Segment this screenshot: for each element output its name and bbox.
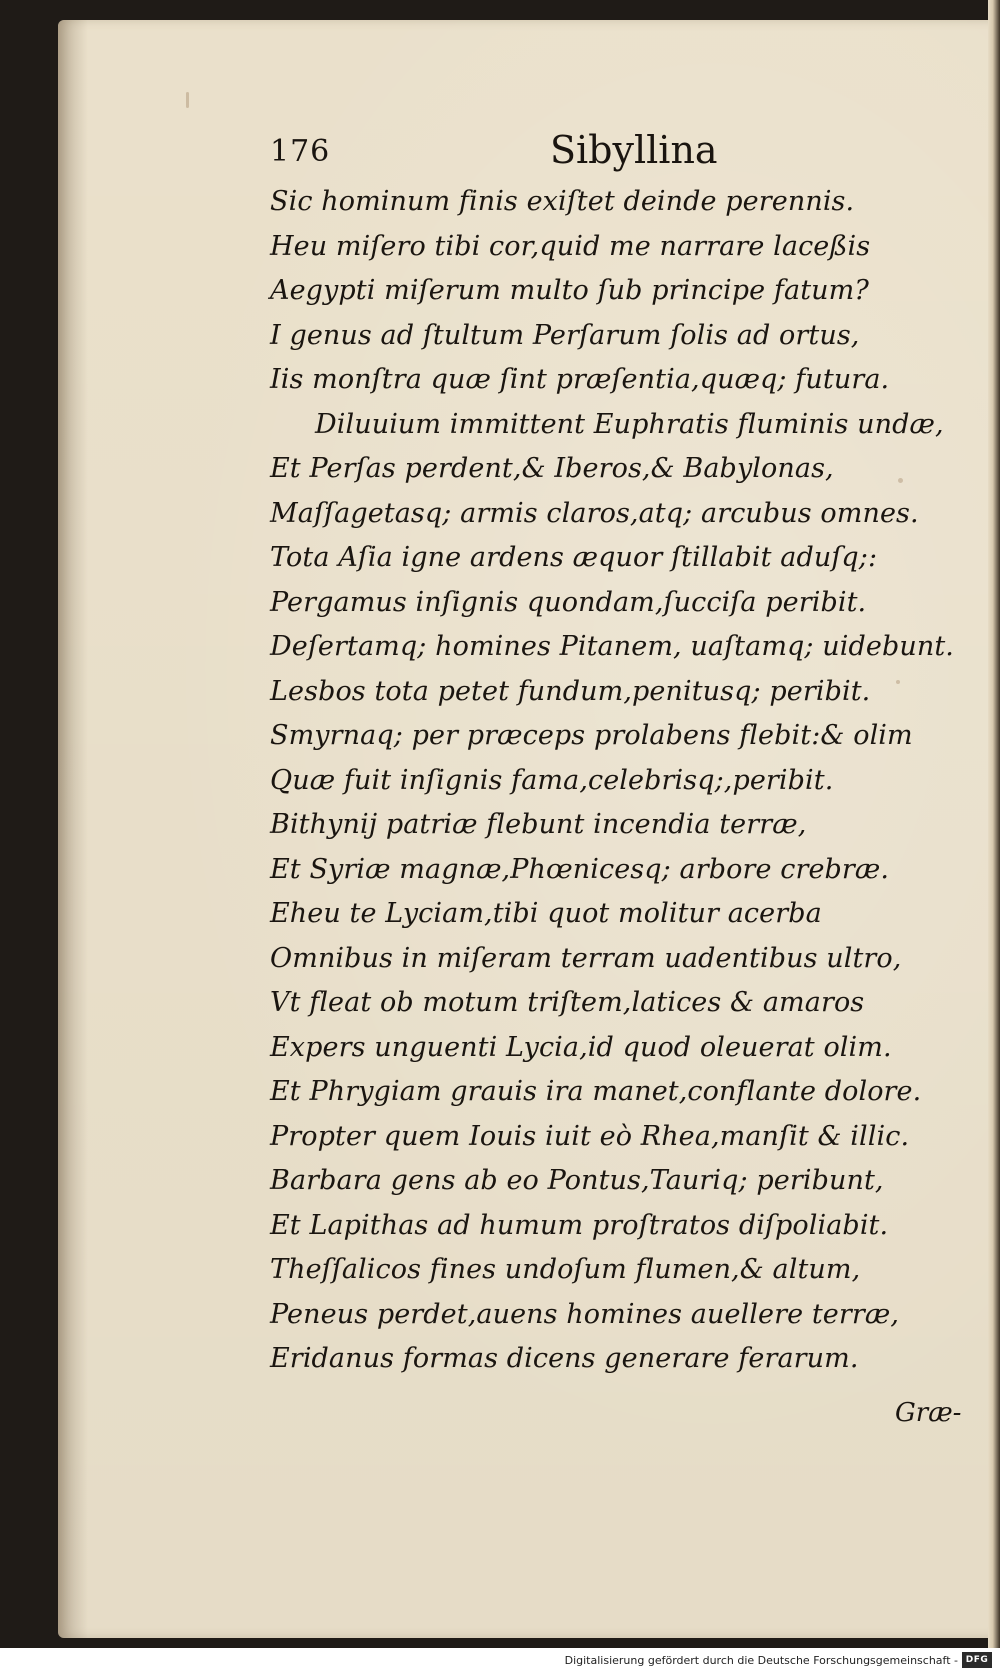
verse-line: Eheu te Lyciam,tibi quot molitur acerba xyxy=(270,898,822,929)
verse-line: Lesbos tota petet fundum,penitusq; peribit. xyxy=(270,675,871,707)
verse-line: Et Phrygiam grauis ira manet,conflante dolore. xyxy=(270,1076,922,1107)
verse-line: Et Syriæ magnæ,Phœnicesq; arbore crebræ. xyxy=(270,853,890,885)
running-title: Sibyllina xyxy=(550,128,718,172)
text-block xyxy=(270,128,970,1382)
verse-line: Diluuium immittent Euphratis fluminis undæ, xyxy=(315,408,944,440)
verse-line: Maſſagetasq; armis claros,atq; arcubus omnes. xyxy=(270,497,919,529)
verse-line: Iis monſtra quæ ſint præſentia,quæq; futura. xyxy=(270,364,890,395)
verse-line: Barbara gens ab eo Pontus,Tauriq; peribunt, xyxy=(270,1165,884,1196)
verse-line: Et Perſas perdent,& Iberos,& Babylonas, xyxy=(270,453,834,484)
dfg-logo: DFG xyxy=(962,1652,992,1668)
verse-line: Theſſalicos fines undoſum flumen,& altum, xyxy=(270,1254,861,1285)
verse-line: Eridanus formas dicens generare ferarum. xyxy=(270,1343,859,1374)
verse-line: Pergamus inſignis quondam,ſucciſa peribit. xyxy=(270,586,867,618)
ink-spot xyxy=(186,92,189,108)
running-head xyxy=(270,128,970,180)
verse-line: Aegypti miſerum multo ſub principe fatum? xyxy=(270,275,869,306)
catchword: Græ- xyxy=(895,1398,962,1428)
verse-line: Deſertamq; homines Pitanem, uaſtamq; uidebunt. xyxy=(270,631,954,662)
verse-line: Tota Aſia igne ardens æquor ſtillabit aduſq;: xyxy=(270,542,878,573)
verse-line: Sic hominum finis exiſtet deinde perennis. xyxy=(270,186,855,217)
verse-line: Expers unguenti Lycia,id quod oleuerat olim. xyxy=(270,1031,892,1063)
gutter-shadow xyxy=(58,20,88,1638)
verse-line: Et Lapithas ad humum proſtratos diſpoliabit. xyxy=(270,1209,889,1241)
verse-line: Vt fleat ob motum triſtem,latices & amaros xyxy=(270,987,865,1018)
funding-credit: Digitalisierung gefördert durch die Deutsche Forschungsgemeinschaft - xyxy=(564,1654,958,1667)
verse-line: Bithynij patriæ flebunt incendia terræ, xyxy=(270,809,807,840)
verse-line: Smyrnaq; per præceps prolabens flebit:& olim xyxy=(270,720,913,751)
verse-line: Propter quem Iouis iuit eò Rhea,manſit & illic. xyxy=(270,1120,910,1152)
verse-line: Heu miſero tibi cor,quid me narrare laceßis xyxy=(270,230,871,262)
page-number: 176 xyxy=(270,134,331,169)
verse-line: I genus ad ſtultum Perſarum ſolis ad ortus, xyxy=(270,319,860,351)
page-edge xyxy=(988,0,1000,1648)
verse-line: Peneus perdet,auens homines auellere terræ, xyxy=(270,1298,900,1330)
verse-line: Quæ fuit inſignis fama,celebrisq;,peribit. xyxy=(270,764,834,796)
verse-body xyxy=(270,180,970,1382)
verse-line: Omnibus in miſeram terram uadentibus ultro, xyxy=(270,942,902,974)
